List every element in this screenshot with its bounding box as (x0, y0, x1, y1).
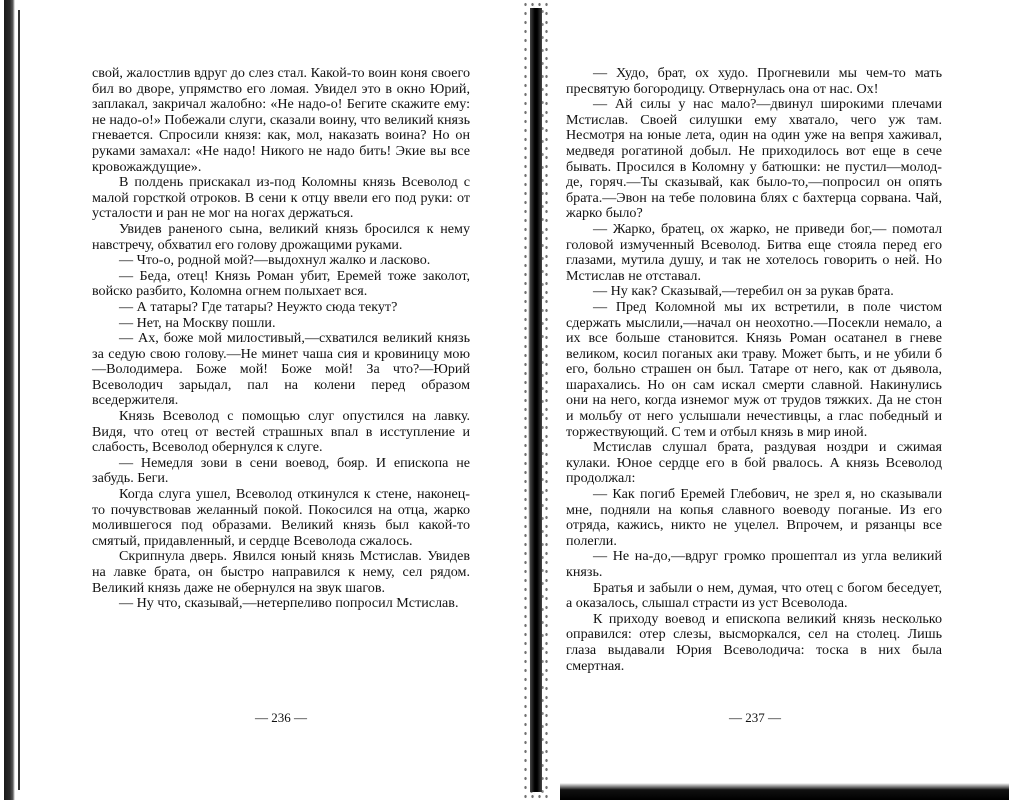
paragraph: Увидев раненого сына, великий князь бросился к нему навстречу, обхватил его голову дрожащими руками. (92, 220, 470, 253)
paragraph: Князь Всеволод с помощью слуг опустился на лавку. Видя, что отец от вестей страшных впал в исступление и слабость, Всеволод обернулся к слуге. (92, 408, 470, 456)
paragraph: — А татары? Где татары? Неужто сюда текут? (119, 298, 398, 315)
paragraph: — Нет, на Москву пошли. (119, 314, 276, 331)
paragraph: Когда слуга ушел, Всеволод откинулся к стене, наконец-то почувствовав желанный покой. Покосился на отца, жарко молившегося под образами. Великий князь был какой-то смятый, придавленный, и сердце Всеволода сжалось. (92, 486, 470, 549)
paragraph: — Худо, брат, ох худо. Прогневили мы чем-то мать пресвятую богородицу. Отвернулась она от нас. Ох! (566, 65, 942, 97)
paragraph: Братья и забыли о нем, думая, что отец с богом беседует, а оказалось, слышал страсти из уст Всеволода. (566, 579, 942, 612)
page-number-right: — 237 — (729, 710, 781, 725)
paragraph: — Не на-до,—вдруг громко прошептал из угла великий князь. (566, 548, 942, 580)
right-page-text (566, 66, 942, 706)
paragraph: В полдень прискакал из-под Коломны князь Всеволод с малой горсткой отроков. В сени к отцу ввели его под руки: от усталости и ран не мог на ногах держаться. (92, 174, 470, 222)
page-number-left: — 236 — (255, 710, 307, 725)
paragraph: — Беда, отец! Князь Роман убит, Еремей тоже заколот, войско разбито, Коломна огнем полыхает вся. (92, 267, 470, 300)
paragraph: свой, жалостлив вдруг до слез стал. Какой-то воин коня своего бил во дворе, упрямство его ломая. Увидел это в окно Юрий, заплакал, закричал жалобно: «Не надо-о! Бегите скажите ему: не надо-о!» Побежали слуги, сказали воину, что великий князь гневается. Спросили князя: как, мол, наказать воина? Но он руками замахал: «Не надо! Никого не надо бить! Экие вы все кровожаждущие». (92, 65, 470, 175)
gutter-shadow (530, 8, 542, 792)
paragraph: Скрипнула дверь. Явился юный князь Мстислав. Увидев на лавке брата, он быстро направился к нему, сел рядом. Великий князь даже не обернулся на звук шагов. (92, 548, 470, 596)
paragraph: — Что-о, родной мой?—выдохнул жалко и ласково. (119, 252, 431, 269)
paragraph: — Жарко, братец, ох жарко, не приведи бог,— помотал головой измученный Всеволод. Битва еще стояла перед его глазами, мутила душу, и так не хотелось говорить о ней. Но Мстислав не отставал. (566, 220, 942, 284)
left-edge-line (18, 10, 20, 790)
paragraph: — Пред Коломной мы их встретили, в поле чистом сдержать мыслили,—начал он неохотно.—Посекли немало, а их все больше становится. Князь Роман осатанел в гневе великом, косил поганых аки траву. Может быть, и не убили б его, больно страшен он был. Татаре от него, как от дьявола, шарахались. Но он сам искал смерти славной. Накинулись они на него, когда изнемог муж от трудов тяжких. Да не стон и мольбу от него услышали нечестивцы, а глас победный и торжествующий. С тем и отбыл князь в мир иной. (566, 298, 942, 440)
left-book-edge (4, 0, 15, 800)
paragraph: — Как погиб Еремей Глебович, не зрел я, но сказывали мне, подняли на копья славного воеводу поганые. Из его отряда, кажись, никто не уцелел. Впрочем, и рязанцы все полегли. (566, 486, 942, 549)
paragraph: К приходу воевод и епископа великий князь несколько оправился: отер слезы, высморкался, сел на столец. Лишь глаза выдавали Юрия Всеволодича: тоска в них была смертная. (566, 610, 942, 674)
bottom-page-edge (560, 783, 1009, 800)
paragraph: — Ах, боже мой милостивый,—схватился великий князь за седую свою голову.—Не минет чаша сия и кровиницу мою—Володимера. Боже мой! Боже мой! За что?—Юрий Всеволодич зарыдал, пал на колени перед образом вседержителя. (92, 330, 470, 409)
paragraph: Мстислав слушал брата, раздувая ноздри и сжимая кулаки. Юное сердце его в бой рвалось. А князь Всеволод продолжал: (566, 439, 942, 487)
paragraph: — Ну как? Сказывай,—теребил он за рукав брата. (593, 283, 894, 300)
paragraph: — Ай силы у нас мало?—двинул широкими плечами Мстислав. Своей силушки ему хватало, чего уж там. Несмотря на юные лета, один на один уже на вепря хаживал, медведя рогатиной добыл. Не приходилось вот еще в сече бывать. Просился в Коломну у батюшки: не пустил—молод-де, горяч.—Ты сказывай, как было-то,—попросил он опять брата.—Эвон на тебе половина блях с бахтерца сорвана. Чай, жарко было? (566, 96, 942, 222)
left-page-text (92, 66, 470, 706)
paragraph: — Немедля зови в сени воевод, бояр. И епископа не забудь. Беги. (92, 454, 470, 487)
paragraph: — Ну что, сказывай,—нетерпеливо попросил Мстислав. (119, 595, 459, 612)
